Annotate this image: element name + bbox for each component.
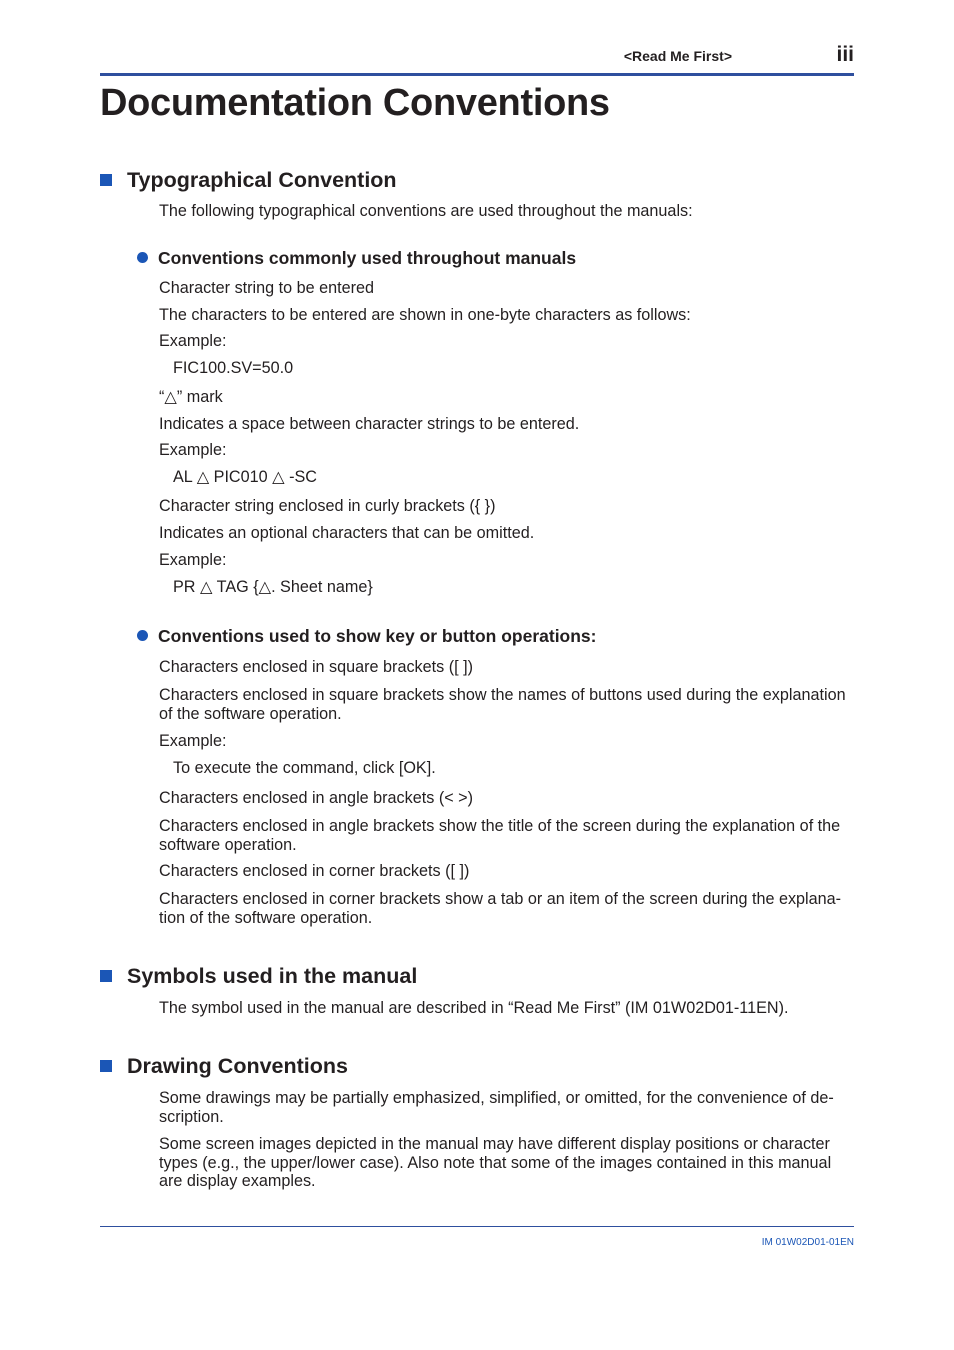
- convention-description: The characters to be entered are shown in one-byte characters as follows:: [159, 306, 691, 324]
- convention-term: Characters enclosed in angle brackets (< >): [159, 789, 474, 807]
- example-text: PR △ TAG {△. Sheet name}: [173, 578, 373, 596]
- section-heading-typographical: [100, 168, 397, 193]
- convention-description: Indicates a space between character strings to be entered.: [159, 415, 580, 433]
- header-rule: [100, 73, 854, 76]
- example-text: AL △ PIC010 △ -SC: [173, 468, 317, 486]
- square-bullet-icon: [100, 1060, 112, 1072]
- example-label: Example:: [159, 551, 227, 569]
- section-heading-symbols: [100, 964, 417, 989]
- section-heading-text: Typographical Convention: [127, 168, 397, 192]
- subsection-heading-common: [137, 248, 576, 269]
- square-bullet-icon: [100, 174, 112, 186]
- convention-description: Characters enclosed in square brackets show the names of buttons used during the explanation of the software operation.: [159, 686, 846, 723]
- example-label: Example:: [159, 332, 227, 350]
- convention-term: Character string enclosed in curly brackets ({ }): [159, 497, 496, 515]
- subsection-heading-text: Conventions used to show key or button operations:: [158, 626, 597, 646]
- subsection-heading-keys: [137, 626, 597, 647]
- footer-rule: [100, 1226, 854, 1227]
- section-heading-text: Symbols used in the manual: [127, 964, 418, 988]
- example-label: Example:: [159, 441, 227, 459]
- circle-bullet-icon: [137, 630, 148, 641]
- section-paragraph: Some drawings may be partially emphasized, simplified, or omitted, for the convenience of de-scription.: [159, 1089, 834, 1126]
- example-label: Example:: [159, 732, 227, 750]
- convention-description: Characters enclosed in angle brackets show the title of the screen during the explanation of the software operation.: [159, 817, 841, 854]
- circle-bullet-icon: [137, 252, 148, 263]
- square-bullet-icon: [100, 970, 112, 982]
- example-text: FIC100.SV=50.0: [173, 359, 294, 377]
- convention-term: Character string to be entered: [159, 279, 375, 297]
- section-intro: The following typographical conventions are used throughout the manuals:: [159, 202, 693, 220]
- convention-term: “△” mark: [159, 388, 223, 406]
- page-title: Documentation Conventions: [100, 82, 610, 124]
- convention-term: Characters enclosed in corner brackets ([ ]): [159, 862, 470, 880]
- convention-term: Characters enclosed in square brackets ([ ]): [159, 658, 473, 676]
- section-paragraph: Some screen images depicted in the manual may have different display positions or character types (e.g., the upper/lower case). Also note that some of the images contained in this manual are display examples.: [159, 1135, 832, 1190]
- section-heading-text: Drawing Conventions: [127, 1054, 348, 1078]
- running-header: <Read Me First>: [623, 48, 732, 64]
- page-number: iii: [836, 43, 854, 66]
- subsection-heading-text: Conventions commonly used throughout manuals: [158, 248, 577, 268]
- section-text: The symbol used in the manual are described in “Read Me First” (IM 01W02D01-11EN).: [159, 999, 789, 1017]
- convention-description: Indicates an optional characters that can be omitted.: [159, 524, 535, 542]
- document-id: IM 01W02D01-01EN: [761, 1237, 854, 1248]
- convention-description: Characters enclosed in corner brackets show a tab or an item of the screen during the explana-tion of the software operation.: [159, 890, 842, 927]
- example-text: To execute the command, click [OK].: [173, 759, 436, 777]
- section-heading-drawing: [100, 1054, 348, 1079]
